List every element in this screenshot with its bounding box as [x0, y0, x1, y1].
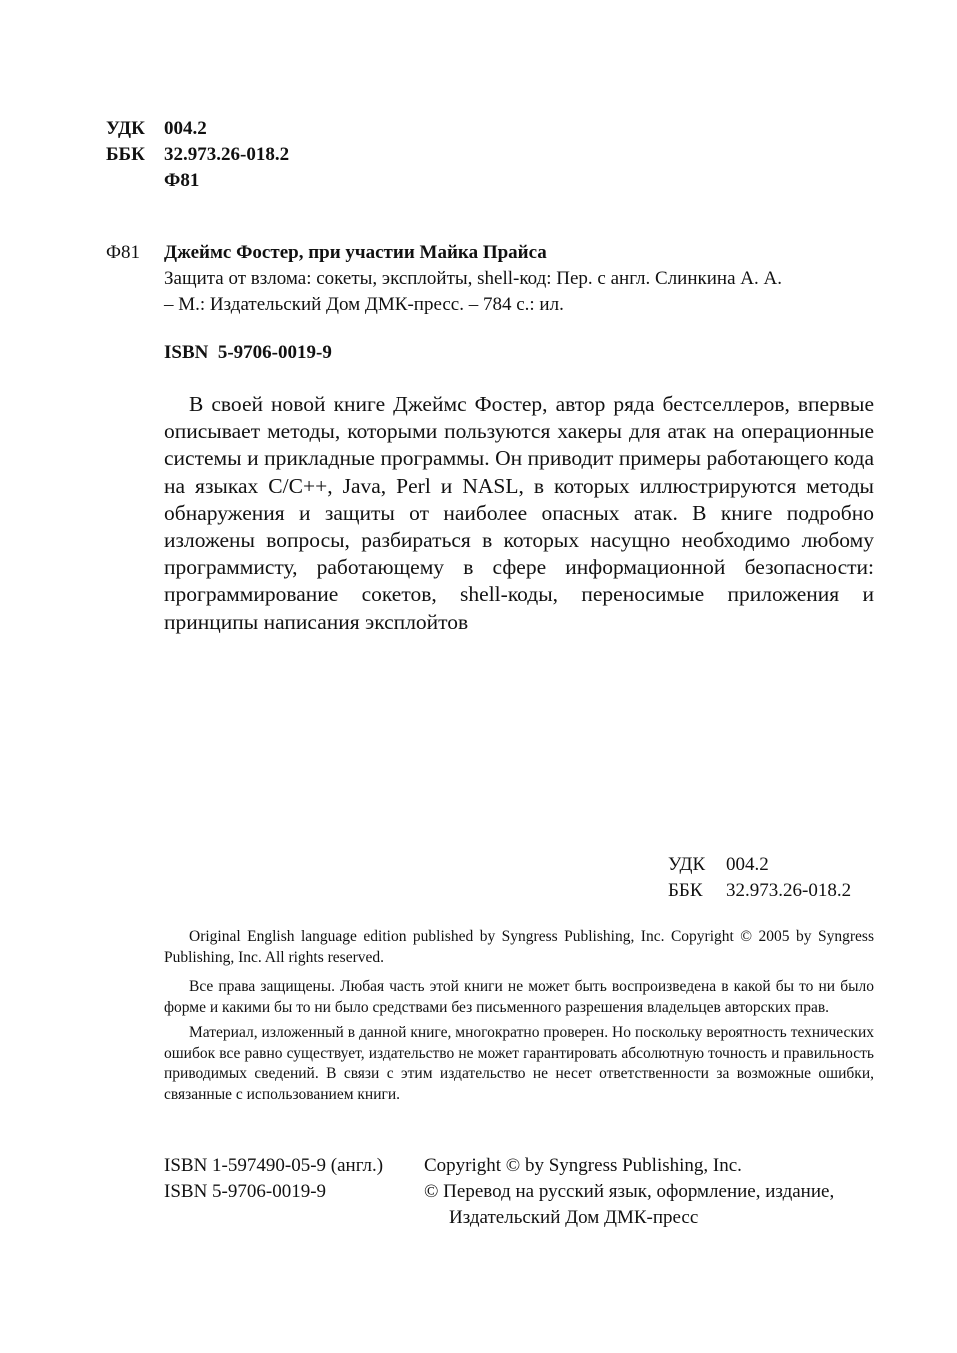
copyright-en: Copyright © by Syngress Publishing, Inc. — [424, 1155, 742, 1176]
disclaimer: Материал, изложенный в данной книге, многократно проверен. Но поскольку вероятность технических ошибок все равно существует, издательство не может гарантировать абсолютную точность и правильность приводимых сведений. В связи с этим издательство не несет ответственности за возможные ошибки, связанные с использованием книги. — [164, 1024, 874, 1103]
rights-block — [164, 977, 874, 1105]
right-udk-value: 004.2 — [726, 854, 769, 875]
isbn-ru: ISBN 5-9706-0019-9 — [164, 1181, 327, 1202]
isbn-en: ISBN 1-597490-05-9 (англ.) — [164, 1155, 384, 1176]
author-mark-row — [106, 168, 289, 194]
udk-row — [106, 116, 289, 142]
original-edition-text: Original English language edition published by Syngress Publishing, Inc. Copyright © 2005 by Syngress Publishing, Inc. All rights reserved. — [164, 928, 874, 966]
catalog-title: Защита от взлома: сокеты, эксплойты, shell-код: Пер. с англ. Слинкина А. А. — [164, 268, 782, 289]
rights-notice: Все права защищены. Любая часть этой книги не может быть воспроизведена в какой бы то ни было форме и какими бы то ни было средствами без письменного разрешения владельцев авторских прав. — [164, 978, 874, 1016]
right-bbk-label: ББК — [668, 880, 703, 901]
catalog-mark: Ф81 — [106, 242, 141, 263]
copyright-ru-2: Издательский Дом ДМК-пресс — [449, 1207, 699, 1228]
right-bbk-value: 32.973.26-018.2 — [726, 880, 852, 901]
right-udk-label: УДК — [668, 854, 706, 875]
catalog-publisher: – М.: Издательский Дом ДМК-пресс. – 784 с.: ил. — [164, 294, 564, 315]
catalog-authors: Джеймс Фостер, при участии Майка Прайса — [164, 242, 547, 263]
classification-block — [106, 116, 289, 194]
annotation: В своей новой книге Джеймс Фостер, автор ряда бестселлеров, впервые описывает методы, которыми пользуются хакеры для атак на операционные системы и прикладные программы. Он приводит примеры работающего кода на языках C/C++, Java, Perl и NASL, в которых иллюстрируются методы обнаружения и защиты от наиболее опасных атак. В книге подробно изложены вопросы, разбираться в которых насущно необходимо любому программисту, работающему в сфере информационной безопасности: программирование сокетов, shell-коды, переносимые приложения и принципы написания эксплойтов — [164, 392, 874, 634]
bbk-label: ББК — [106, 144, 145, 165]
original-edition-notice — [164, 927, 874, 968]
right-codes — [668, 852, 851, 904]
udk-label: УДК — [106, 118, 145, 139]
author-mark: Ф81 — [164, 170, 200, 191]
catalog-entry — [106, 240, 886, 318]
bbk-value: 32.973.26-018.2 — [164, 144, 290, 165]
copyright-ru-1: © Перевод на русский язык, оформление, издание, — [424, 1181, 835, 1202]
udk-value: 004.2 — [164, 118, 207, 139]
isbn-main: ISBN 5-9706-0019-9 — [164, 342, 332, 363]
bbk-row — [106, 142, 289, 168]
